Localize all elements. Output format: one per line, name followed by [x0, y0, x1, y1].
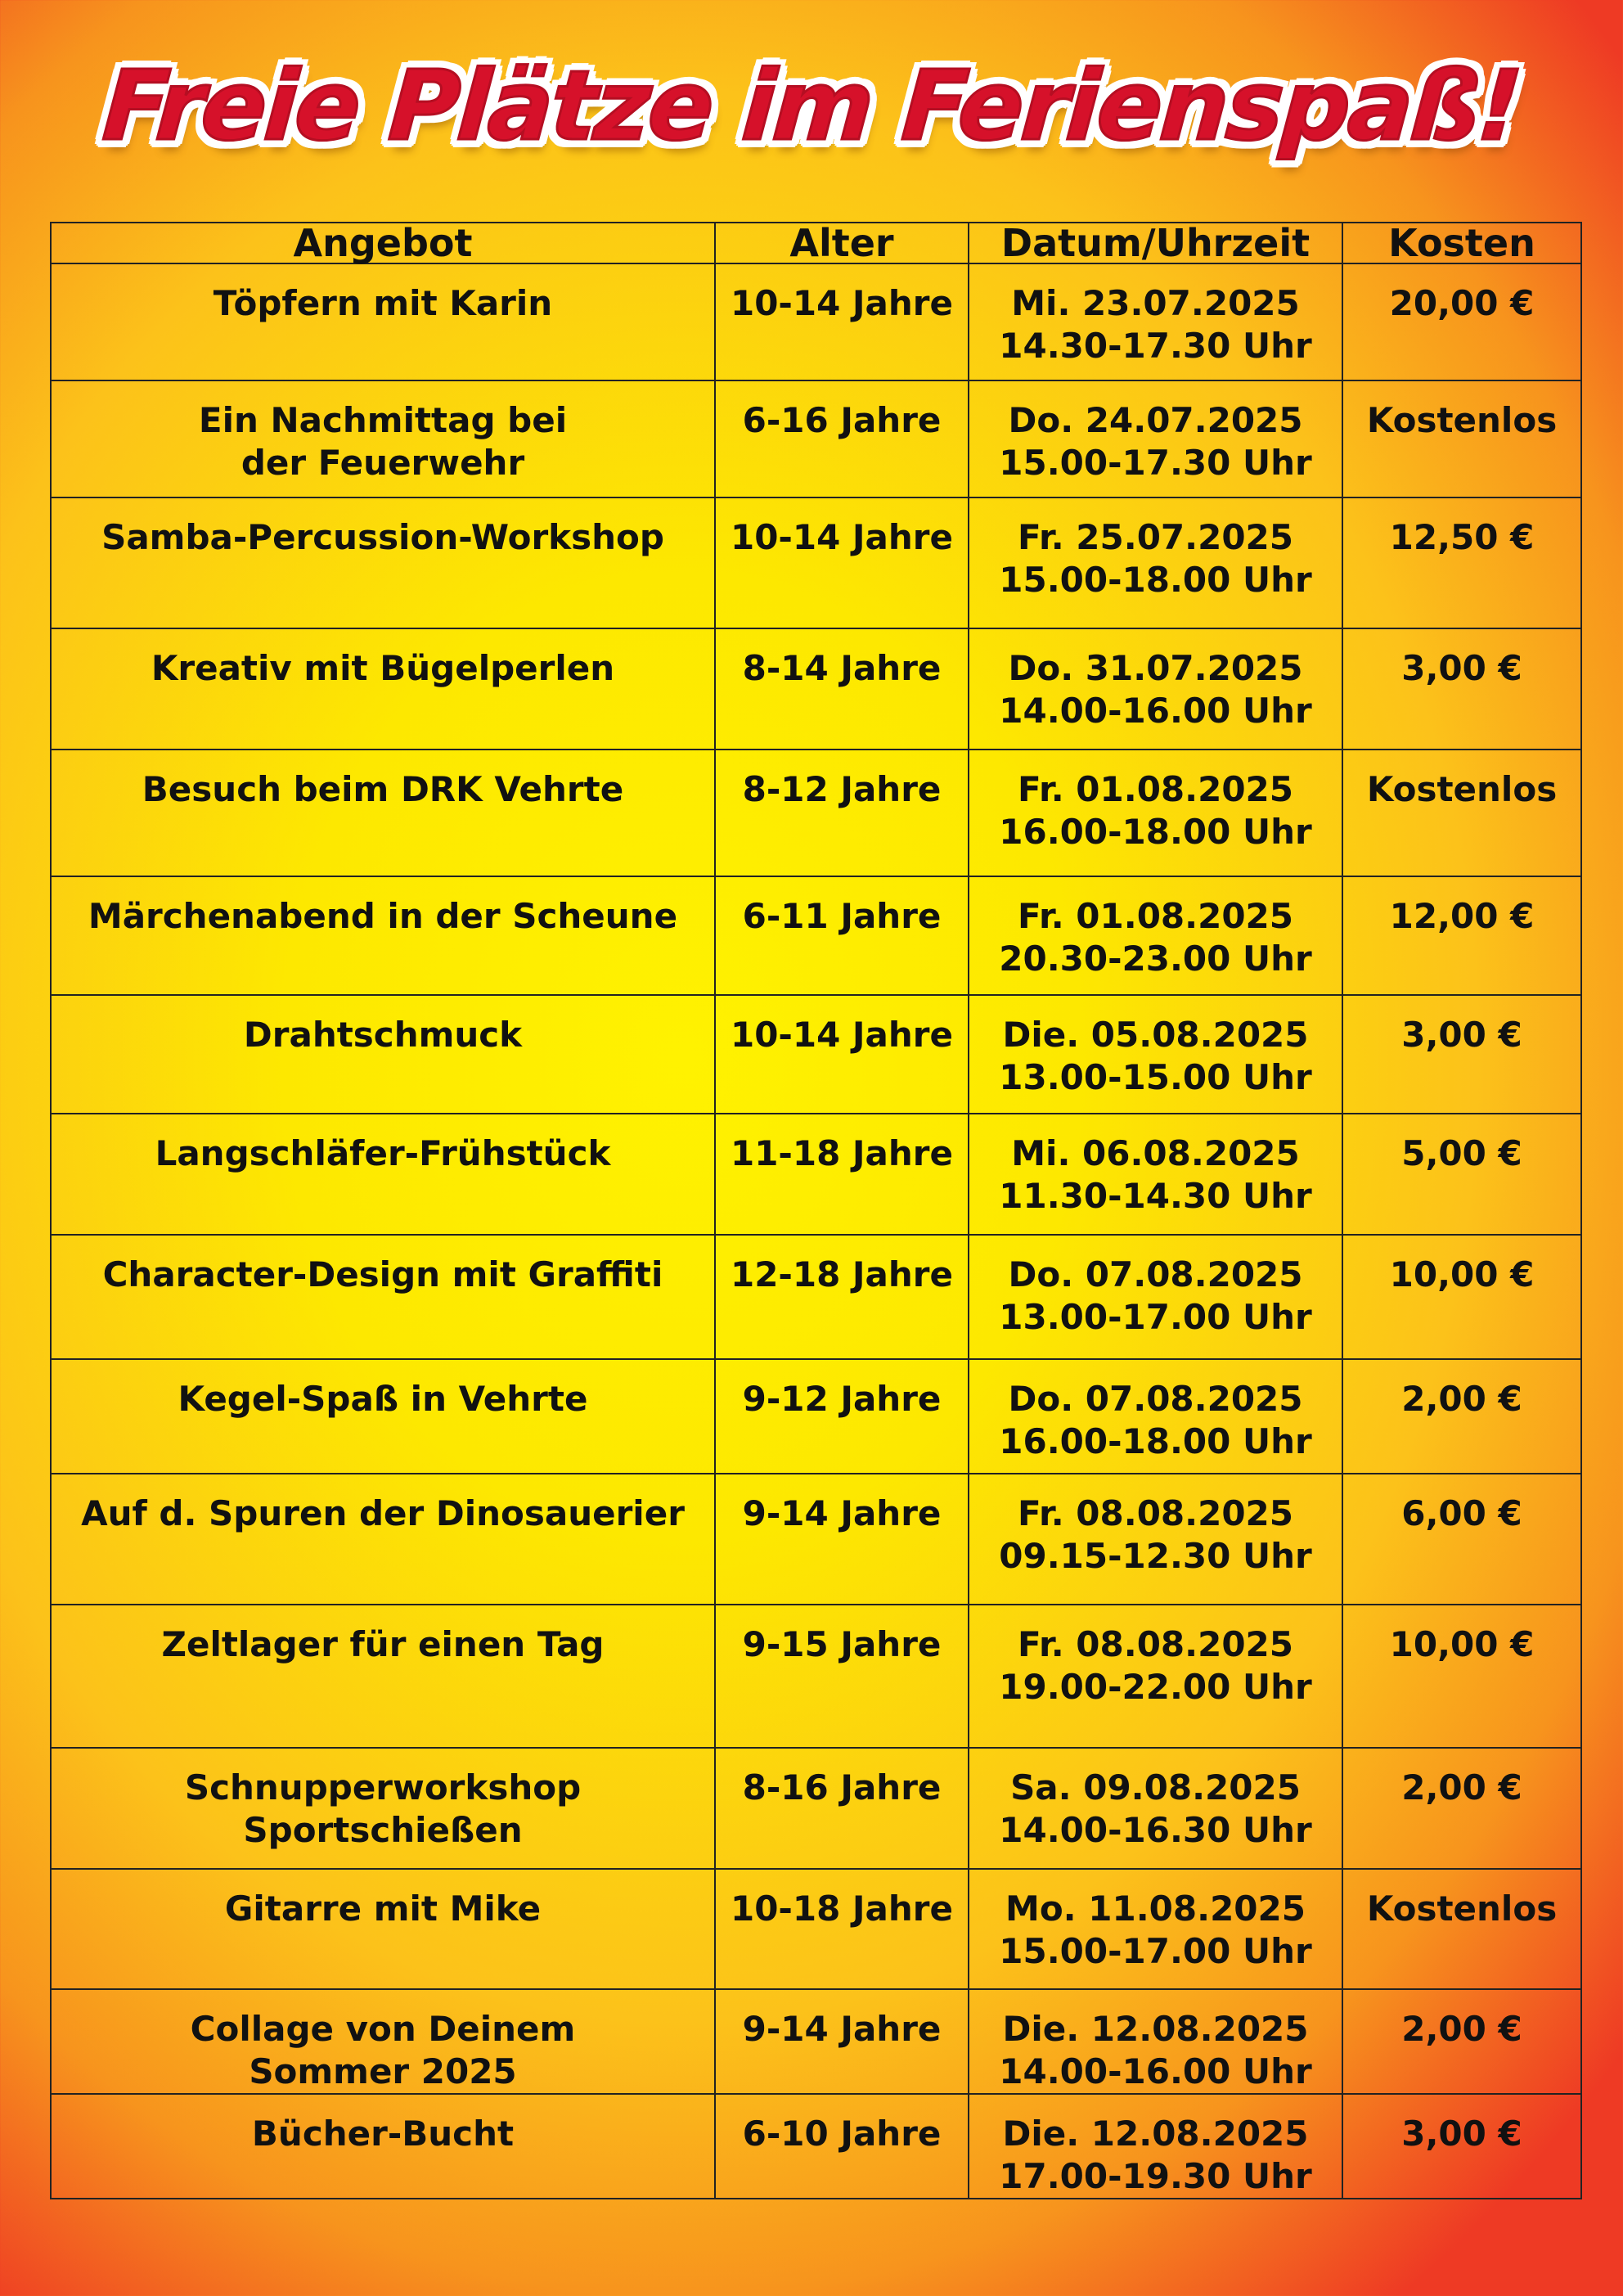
table-row: [51, 1235, 1581, 1359]
angebot-line: Drahtschmuck: [243, 1015, 523, 1055]
datum: Fr. 25.07.2025: [1017, 517, 1293, 557]
cell-kosten: 5,00 €: [1342, 1114, 1581, 1235]
cell-kosten: 3,00 €: [1342, 628, 1581, 750]
offers-table: [50, 222, 1582, 2199]
uhrzeit: 14.00-16.00 Uhr: [999, 691, 1312, 731]
cell-datum-uhrzeit: [969, 1605, 1342, 1748]
cell-alter: 9-14 Jahre: [715, 1989, 969, 2094]
datum: Mi. 23.07.2025: [1011, 283, 1300, 323]
table-row: [51, 1359, 1581, 1474]
header-alter: Alter: [715, 223, 969, 263]
uhrzeit: 19.00-22.00 Uhr: [999, 1667, 1312, 1707]
cell-alter: 8-16 Jahre: [715, 1748, 969, 1869]
uhrzeit: 14.00-16.00 Uhr: [999, 2051, 1312, 2091]
cell-datum-uhrzeit: [969, 1235, 1342, 1359]
angebot-line: Ein Nachmittag bei: [198, 400, 568, 440]
cell-kosten: 2,00 €: [1342, 1748, 1581, 1869]
cell-datum-uhrzeit: [969, 995, 1342, 1114]
angebot-line: Kreativ mit Bügelperlen: [151, 648, 615, 688]
table-row: [51, 1474, 1581, 1605]
cell-datum-uhrzeit: [969, 1989, 1342, 2094]
table-row: [51, 1114, 1581, 1235]
datum: Fr. 01.08.2025: [1017, 769, 1293, 809]
cell-angebot: [51, 380, 715, 497]
cell-angebot: [51, 2094, 715, 2199]
datum: Mi. 06.08.2025: [1011, 1133, 1300, 1173]
cell-angebot: [51, 1114, 715, 1235]
datum: Mo. 11.08.2025: [1005, 1889, 1306, 1929]
angebot-line: Langschläfer-Frühstück: [155, 1133, 611, 1173]
table-row: [51, 263, 1581, 380]
table-row: [51, 628, 1581, 750]
datum: Fr. 08.08.2025: [1017, 1493, 1293, 1533]
table-row: [51, 1989, 1581, 2094]
cell-angebot: [51, 1474, 715, 1605]
cell-datum-uhrzeit: [969, 263, 1342, 380]
cell-alter: 8-14 Jahre: [715, 628, 969, 750]
cell-kosten: 3,00 €: [1342, 995, 1581, 1114]
table-row: [51, 380, 1581, 497]
uhrzeit: 16.00-18.00 Uhr: [999, 1421, 1312, 1461]
cell-datum-uhrzeit: [969, 1474, 1342, 1605]
table-row: [51, 1605, 1581, 1748]
cell-angebot: [51, 1989, 715, 2094]
cell-angebot: [51, 1359, 715, 1474]
table-row: [51, 1869, 1581, 1989]
cell-kosten: 2,00 €: [1342, 1359, 1581, 1474]
cell-datum-uhrzeit: [969, 497, 1342, 628]
cell-angebot: [51, 1748, 715, 1869]
cell-angebot: [51, 876, 715, 995]
angebot-line: Besuch beim DRK Vehrte: [142, 769, 624, 809]
header-kosten: Kosten: [1342, 223, 1581, 263]
table-body: [51, 263, 1581, 2199]
cell-alter: 12-18 Jahre: [715, 1235, 969, 1359]
cell-angebot: [51, 995, 715, 1114]
cell-alter: 6-10 Jahre: [715, 2094, 969, 2199]
uhrzeit: 17.00-19.30 Uhr: [999, 2156, 1312, 2196]
header-angebot: Angebot: [51, 223, 715, 263]
cell-alter: 9-14 Jahre: [715, 1474, 969, 1605]
cell-datum-uhrzeit: [969, 1359, 1342, 1474]
uhrzeit: 15.00-17.00 Uhr: [999, 1931, 1312, 1971]
cell-datum-uhrzeit: [969, 1748, 1342, 1869]
cell-angebot: [51, 497, 715, 628]
uhrzeit: 15.00-17.30 Uhr: [999, 443, 1312, 483]
uhrzeit: 14.30-17.30 Uhr: [999, 326, 1312, 366]
datum: Die. 05.08.2025: [1002, 1015, 1309, 1055]
angebot-line: Samba-Percussion-Workshop: [101, 517, 664, 557]
cell-kosten: Kostenlos: [1342, 1869, 1581, 1989]
uhrzeit: 13.00-17.00 Uhr: [999, 1297, 1312, 1337]
angebot-line: Töpfern mit Karin: [213, 283, 553, 323]
cell-alter: 10-14 Jahre: [715, 263, 969, 380]
cell-datum-uhrzeit: [969, 2094, 1342, 2199]
cell-alter: 10-14 Jahre: [715, 995, 969, 1114]
cell-angebot: [51, 1235, 715, 1359]
table-row: [51, 1748, 1581, 1869]
uhrzeit: 11.30-14.30 Uhr: [999, 1176, 1312, 1216]
cell-alter: 10-18 Jahre: [715, 1869, 969, 1989]
angebot-line: Character-Design mit Graffiti: [102, 1254, 663, 1294]
angebot-line: Schnupperworkshop: [184, 1767, 582, 1808]
cell-datum-uhrzeit: [969, 1869, 1342, 1989]
table-row: [51, 995, 1581, 1114]
cell-datum-uhrzeit: [969, 750, 1342, 876]
header-datum-uhrzeit: Datum/Uhrzeit: [969, 223, 1342, 263]
table-row: [51, 876, 1581, 995]
datum: Do. 24.07.2025: [1008, 400, 1303, 440]
cell-alter: 8-12 Jahre: [715, 750, 969, 876]
cell-kosten: 10,00 €: [1342, 1605, 1581, 1748]
cell-kosten: Kostenlos: [1342, 380, 1581, 497]
cell-kosten: Kostenlos: [1342, 750, 1581, 876]
cell-alter: 9-15 Jahre: [715, 1605, 969, 1748]
angebot-line: Kegel-Spaß in Vehrte: [178, 1379, 588, 1419]
cell-datum-uhrzeit: [969, 1114, 1342, 1235]
uhrzeit: 13.00-15.00 Uhr: [999, 1057, 1312, 1097]
cell-kosten: 20,00 €: [1342, 263, 1581, 380]
angebot-line: Auf d. Spuren der Dinosauerier: [81, 1493, 685, 1533]
datum: Do. 07.08.2025: [1008, 1254, 1303, 1294]
cell-angebot: [51, 1605, 715, 1748]
angebot-line: der Feuerwehr: [241, 443, 525, 483]
cell-angebot: [51, 750, 715, 876]
uhrzeit: 16.00-18.00 Uhr: [999, 812, 1312, 852]
datum: Fr. 01.08.2025: [1017, 896, 1293, 936]
table-row: [51, 2094, 1581, 2199]
uhrzeit: 20.30-23.00 Uhr: [999, 939, 1312, 979]
cell-kosten: 6,00 €: [1342, 1474, 1581, 1605]
cell-angebot: [51, 628, 715, 750]
cell-angebot: [51, 263, 715, 380]
angebot-line: Zeltlager für einen Tag: [161, 1624, 605, 1664]
cell-alter: 9-12 Jahre: [715, 1359, 969, 1474]
cell-alter: 6-16 Jahre: [715, 380, 969, 497]
cell-kosten: 12,50 €: [1342, 497, 1581, 628]
table-row: [51, 497, 1581, 628]
datum: Do. 07.08.2025: [1008, 1379, 1303, 1419]
cell-datum-uhrzeit: [969, 628, 1342, 750]
angebot-line: Gitarre mit Mike: [224, 1889, 542, 1929]
cell-datum-uhrzeit: [969, 380, 1342, 497]
cell-alter: 10-14 Jahre: [715, 497, 969, 628]
datum: Die. 12.08.2025: [1002, 2009, 1309, 2049]
datum: Sa. 09.08.2025: [1010, 1767, 1301, 1808]
table-row: [51, 750, 1581, 876]
datum: Die. 12.08.2025: [1002, 2114, 1309, 2154]
cell-datum-uhrzeit: [969, 876, 1342, 995]
angebot-line: Sommer 2025: [249, 2051, 517, 2091]
table-header-row: [51, 223, 1581, 263]
angebot-line: Sportschießen: [243, 1810, 523, 1850]
cell-alter: 11-18 Jahre: [715, 1114, 969, 1235]
cell-alter: 6-11 Jahre: [715, 876, 969, 995]
uhrzeit: 14.00-16.30 Uhr: [999, 1810, 1312, 1850]
datum: Fr. 08.08.2025: [1017, 1624, 1293, 1664]
datum: Do. 31.07.2025: [1008, 648, 1303, 688]
cell-angebot: [51, 1869, 715, 1989]
cell-kosten: 2,00 €: [1342, 1989, 1581, 2094]
cell-kosten: 12,00 €: [1342, 876, 1581, 995]
uhrzeit: 15.00-18.00 Uhr: [999, 560, 1312, 600]
angebot-line: Collage von Deinem: [190, 2009, 576, 2049]
page-title: Freie Plätze im Ferienspaß!: [99, 49, 1524, 162]
angebot-line: Märchenabend in der Scheune: [88, 896, 678, 936]
cell-kosten: 3,00 €: [1342, 2094, 1581, 2199]
cell-kosten: 10,00 €: [1342, 1235, 1581, 1359]
uhrzeit: 09.15-12.30 Uhr: [999, 1536, 1312, 1576]
angebot-line: Bücher-Bucht: [251, 2114, 515, 2154]
